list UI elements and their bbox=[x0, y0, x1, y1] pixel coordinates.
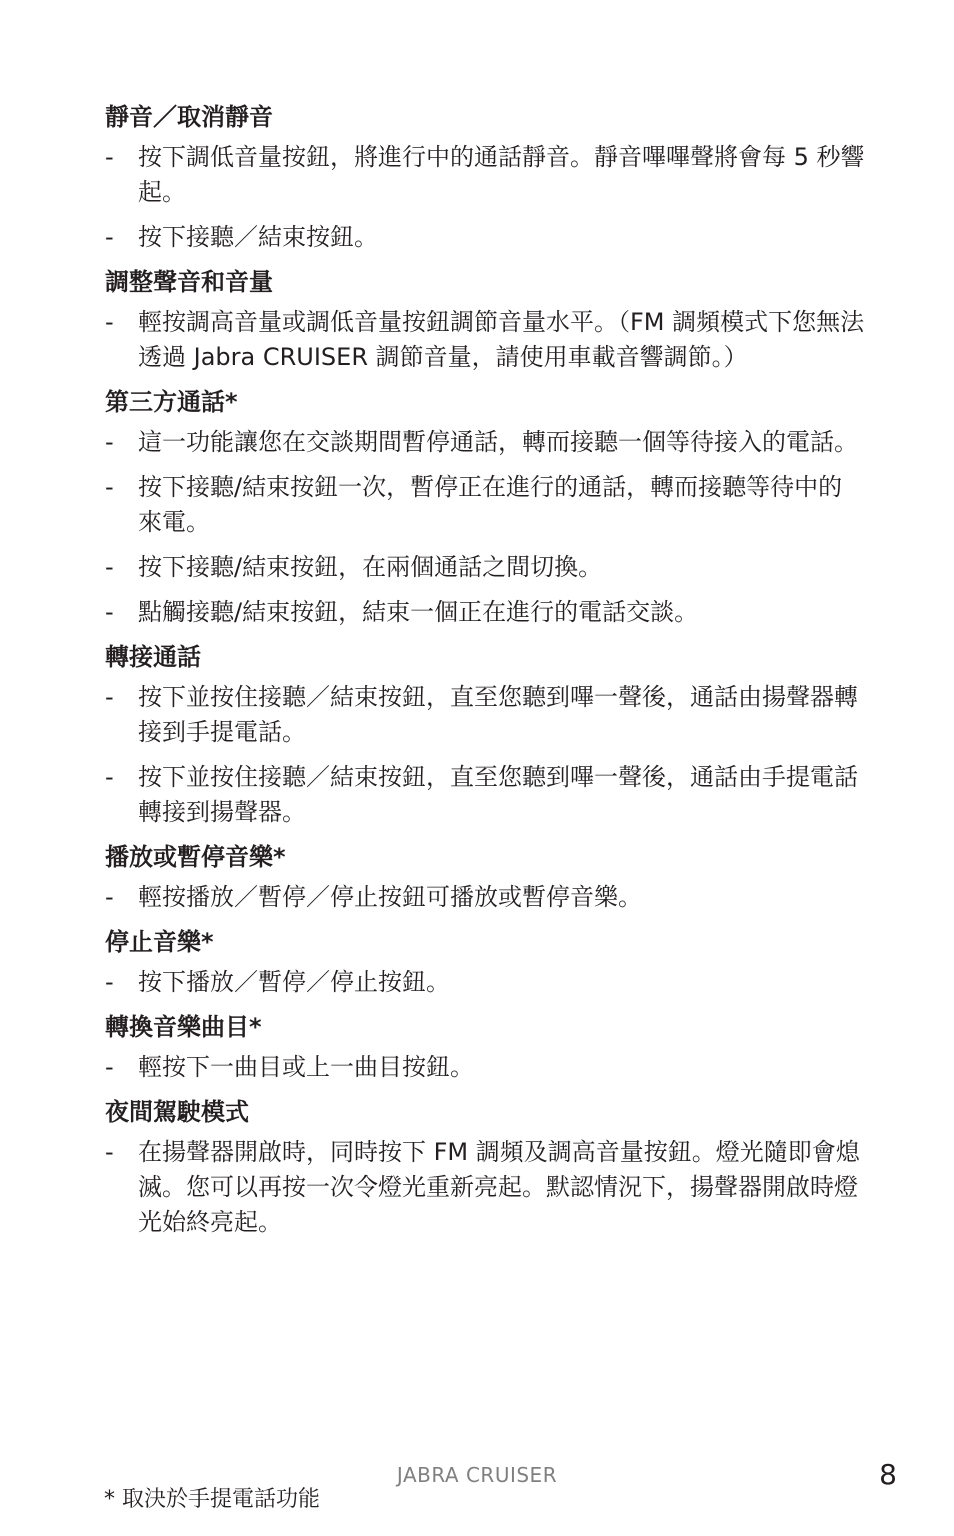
bullet-dash: - bbox=[105, 1138, 114, 1166]
section-title: 第三方通話* bbox=[105, 388, 238, 416]
list-item-text: 輕按播放／暫停／停止按鈕可播放或暫停音樂。 bbox=[138, 883, 642, 911]
bullet-dash: - bbox=[105, 763, 114, 791]
list-item bbox=[105, 550, 865, 585]
list-item-text: 輕按下一曲目或上一曲目按鈕。 bbox=[138, 1053, 474, 1081]
list-item bbox=[105, 305, 865, 375]
bullet-dash: - bbox=[105, 1053, 114, 1081]
list-item-text: 在揚聲器開啟時，同時按下 FM 調頻及調高音量按鈕。燈光隨即會熄滅。您可以再按一次令燈光重新亮起。默認情況下，揚聲器開啟時燈光始終亮起。 bbox=[138, 1138, 860, 1236]
section-title: 轉換音樂曲目* bbox=[105, 1013, 262, 1041]
list-item bbox=[105, 425, 865, 460]
section-volume bbox=[105, 265, 865, 375]
list-item bbox=[105, 1135, 865, 1240]
section-mute bbox=[105, 100, 865, 255]
list-item-text: 按下並按住接聽／結束按鈕，直至您聽到嗶一聲後，通話由揚聲器轉接到手提電話。 bbox=[138, 683, 858, 746]
section-title: 停止音樂* bbox=[105, 928, 214, 956]
list-item-text: 按下接聽／結束按鈕。 bbox=[138, 223, 378, 251]
list-item-text: 這一功能讓您在交談期間暫停通話，轉而接聽一個等待接入的電話。 bbox=[138, 428, 858, 456]
bullet-dash: - bbox=[105, 553, 114, 581]
list-item bbox=[105, 880, 865, 915]
bullet-dash: - bbox=[105, 143, 114, 171]
section-change-track bbox=[105, 1010, 865, 1085]
list-item-text: 按下並按住接聽／結束按鈕，直至您聽到嗶一聲後，通話由手提電話轉接到揚聲器。 bbox=[138, 763, 858, 826]
list-item bbox=[105, 220, 865, 255]
section-third-party-call bbox=[105, 385, 865, 630]
list-item bbox=[105, 965, 865, 1000]
list-item-text: 按下接聽/結束按鈕一次，暫停正在進行的通話，轉而接聽等待中的來電。 bbox=[138, 473, 843, 536]
list-item-text: 按下調低音量按鈕，將進行中的通話靜音。靜音嗶嗶聲將會每 5 秒響起。 bbox=[138, 143, 865, 206]
list-item bbox=[105, 760, 865, 830]
section-title: 夜間駕駛模式 bbox=[105, 1098, 249, 1126]
bullet-dash: - bbox=[105, 473, 114, 501]
list-item-text: 按下接聽/結束按鈕，在兩個通話之間切換。 bbox=[138, 553, 603, 581]
list-item-text: 按下播放／暫停／停止按鈕。 bbox=[138, 968, 450, 996]
list-item bbox=[105, 680, 865, 750]
page-number: 8 bbox=[879, 1458, 897, 1491]
list-item-text: 輕按調高音量或調低音量按鈕調節音量水平。（FM 調頻模式下您無法透過 Jabra CRUISER 調節音量，請使用車載音響調節。） bbox=[138, 308, 865, 371]
footnote: * 取決於手提電話功能 bbox=[104, 1487, 320, 1512]
bullet-dash: - bbox=[105, 598, 114, 626]
bullet-dash: - bbox=[105, 223, 114, 251]
section-title: 轉接通話 bbox=[105, 643, 201, 671]
list-item-text: 點觸接聽/結束按鈕，結束一個正在進行的電話交談。 bbox=[138, 598, 699, 626]
bullet-dash: - bbox=[105, 683, 114, 711]
list-item bbox=[105, 470, 865, 540]
list-item bbox=[105, 595, 865, 630]
section-title: 靜音／取消靜音 bbox=[105, 103, 273, 131]
section-title: 調整聲音和音量 bbox=[105, 268, 273, 296]
section-night-mode bbox=[105, 1095, 865, 1240]
section-stop-music bbox=[105, 925, 865, 1000]
section-play-pause-music bbox=[105, 840, 865, 915]
footer-brand: JABRA CRUISER bbox=[396, 1463, 558, 1487]
section-transfer-call bbox=[105, 640, 865, 830]
bullet-dash: - bbox=[105, 883, 114, 911]
list-item bbox=[105, 1050, 865, 1085]
page-content bbox=[105, 100, 865, 1250]
section-title: 播放或暫停音樂* bbox=[105, 843, 286, 871]
list-item bbox=[105, 140, 865, 210]
bullet-dash: - bbox=[105, 968, 114, 996]
bullet-dash: - bbox=[105, 428, 114, 456]
bullet-dash: - bbox=[105, 308, 114, 336]
